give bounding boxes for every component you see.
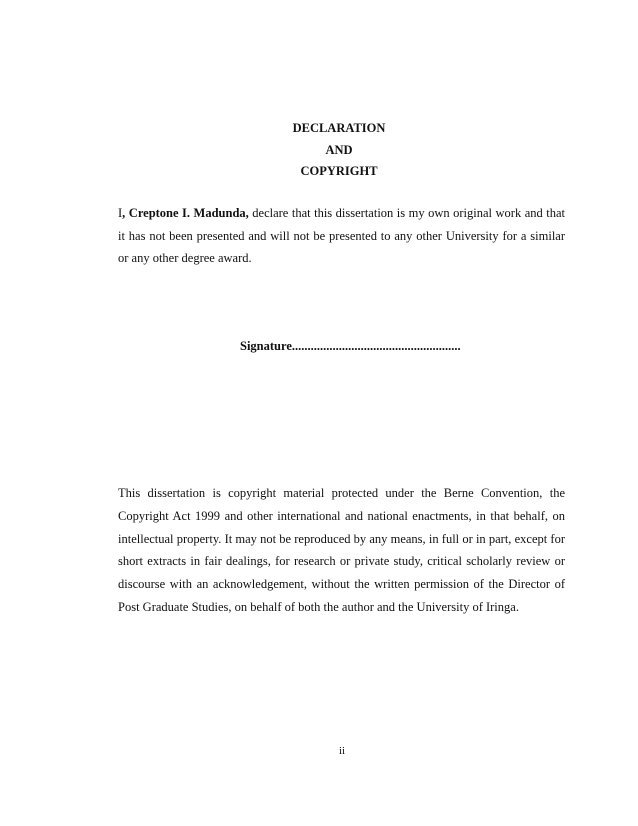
author-name: , Creptone I. Madunda, [122,206,249,220]
page-number: ii [338,745,346,757]
title-and: AND [325,143,353,157]
copyright-paragraph: This dissertation is copyright material protected under the Berne Convention, the Copyright Act 1999 and other international and national enactments, in that behalf, on intellectual property. It may not be reproduced by any means, in full or in part, except for short extracts in fair dealings, for research or private study, critical scholarly review or discourse with an acknowledgement, without the written permission of the Director of Post Graduate Studies, on behalf of both the author and the University of Iringa. [118,486,565,614]
declaration-paragraph [118,202,565,270]
signature-line: Signature...................................................... [240,339,461,353]
declaration-text: declare that this dissertation is my own original work and that it has not been presented and will not be presented to any other University for a similar or any other degree award. [118,206,565,265]
title-declaration: DECLARATION [292,121,386,135]
title-copyright: COPYRIGHT [300,164,378,178]
declaration-prefix: I [118,206,123,220]
